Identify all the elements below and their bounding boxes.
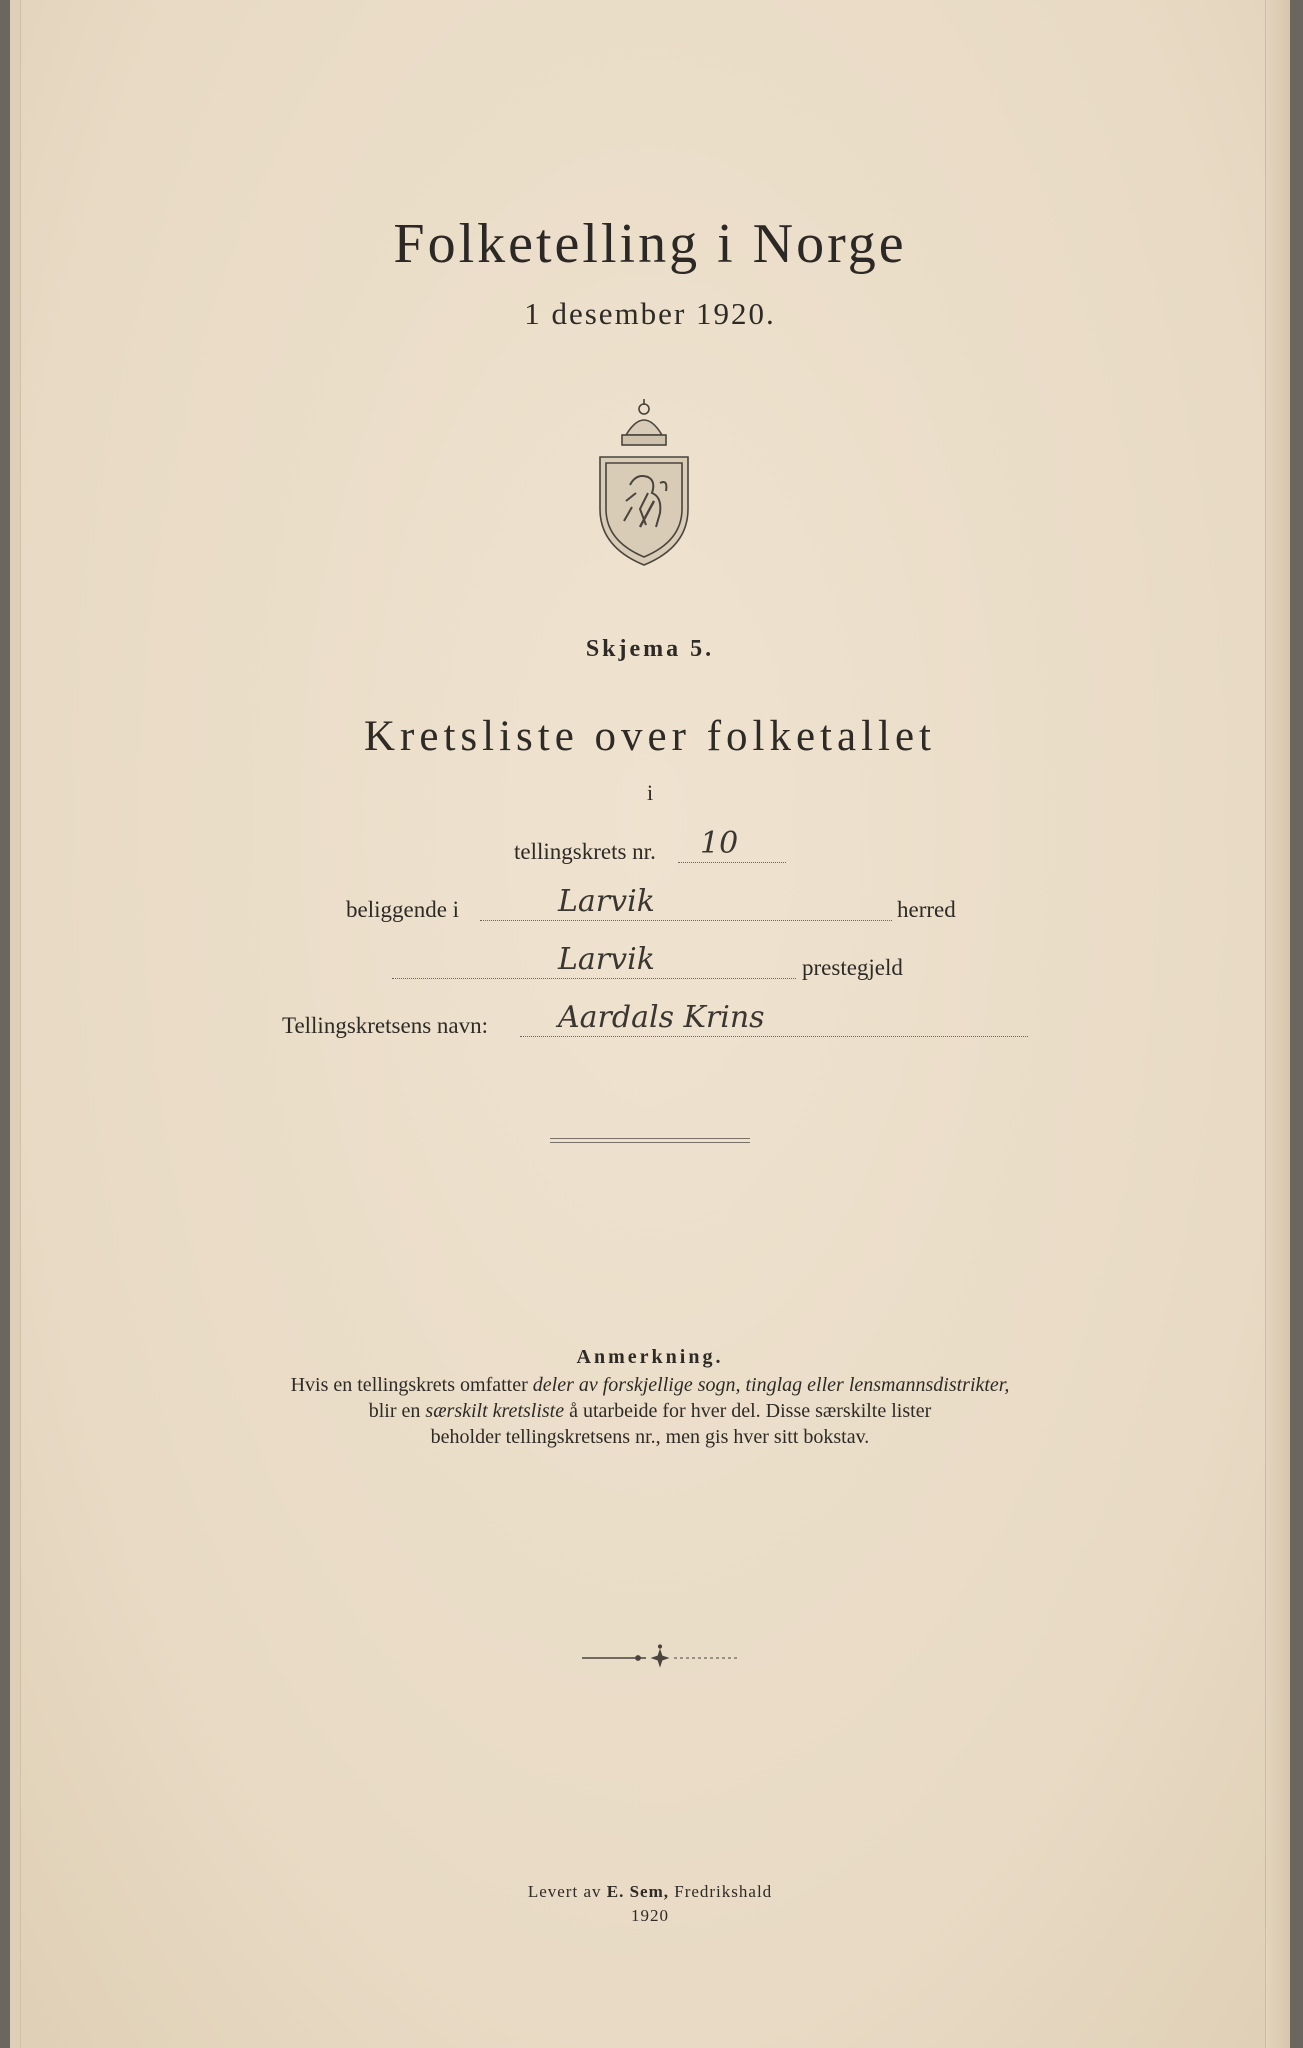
printer-credit xyxy=(10,1882,1290,1902)
page-title: Folketelling i Norge xyxy=(393,213,907,275)
note-line-2-italic: særskilt kretsliste xyxy=(425,1400,565,1422)
prestegjeld-value: Larvik xyxy=(558,942,655,977)
district-number-label: tellingskrets nr. xyxy=(514,839,656,864)
herred-suffix-label: herred xyxy=(897,897,956,922)
norwegian-lion-coat-of-arms-icon xyxy=(596,397,692,567)
district-name-label: Tellingskretsens navn: xyxy=(282,1013,488,1038)
note-line-3: beholder tellingskretsens nr., men gis hver sitt bokstav. xyxy=(430,1426,870,1448)
printer-year: 1920 xyxy=(631,1906,669,1925)
note-line-2-text-a: blir en xyxy=(368,1400,426,1422)
form-heading: Kretsliste over folketallet xyxy=(363,713,936,760)
note-heading: Anmerkning. xyxy=(576,1346,724,1368)
prestegjeld-suffix-label: prestegjeld xyxy=(802,955,903,980)
ornament-divider-icon xyxy=(580,1644,740,1670)
schema-number: Skjema 5. xyxy=(585,636,715,662)
note-line-1-text: Hvis en tellingskrets omfatter xyxy=(290,1374,533,1396)
herred-line xyxy=(480,920,892,921)
printer-name: E. Sem, xyxy=(606,1882,669,1901)
note-line-1-italic: deler av forskjellige sogn, tinglag eller lensmannsdistrikter, xyxy=(532,1374,1010,1396)
herred-value: Larvik xyxy=(558,884,655,919)
district-number-line xyxy=(678,862,786,863)
double-rule-divider xyxy=(550,1138,750,1143)
note-line-1 xyxy=(10,1374,1290,1397)
printer-place: Fredrikshald xyxy=(668,1882,773,1901)
district-name-line xyxy=(520,1036,1028,1037)
note-line-2-text-c: å utarbeide for hver del. Disse særskilte lister xyxy=(564,1400,932,1422)
preposition-label: i xyxy=(646,780,654,805)
census-date: 1 desember 1920. xyxy=(524,296,776,331)
printer-prefix: Levert av xyxy=(527,1882,607,1901)
district-number-value: 10 xyxy=(700,826,739,861)
district-name-value: Aardals Krins xyxy=(558,1000,765,1035)
note-line-2 xyxy=(10,1400,1290,1423)
prestegjeld-line xyxy=(392,978,796,979)
herred-prefix-label: beliggende i xyxy=(346,897,460,922)
census-form-page xyxy=(10,0,1290,2048)
